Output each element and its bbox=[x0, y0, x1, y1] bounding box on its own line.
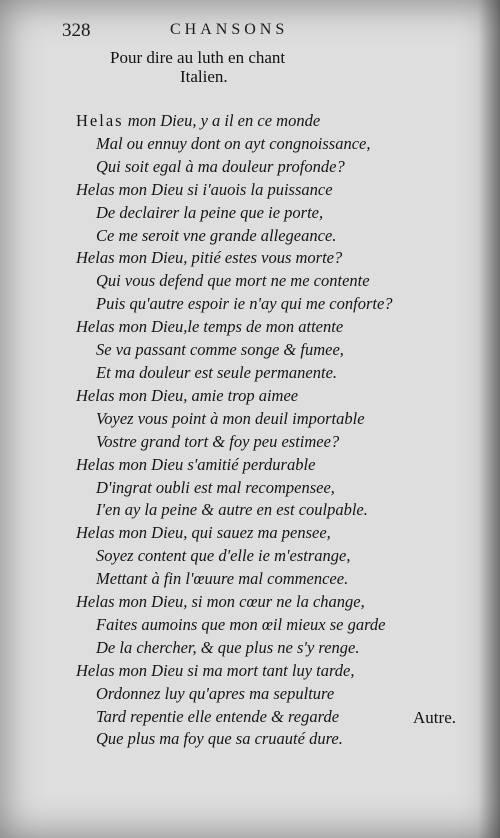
running-title: CHANSONS bbox=[170, 21, 289, 38]
poem-line: Se va passant comme songe & fumee, bbox=[96, 340, 344, 360]
poem-line: Tard repentie elle entende & regarde bbox=[96, 706, 340, 726]
poem-line: Helas mon Dieu, si mon cœur ne la change, bbox=[76, 592, 365, 612]
poem-first-line-rest: mon Dieu, y a il en ce monde bbox=[127, 111, 321, 130]
poem-line: Helas mon Dieu, qui sauez ma pensee, bbox=[76, 523, 331, 543]
page-header bbox=[62, 20, 462, 42]
poem-line: Mal ou ennuy dont on ayt congnoissance, bbox=[96, 133, 371, 153]
poem-line: Helas mon Dieu,le temps de mon attente bbox=[76, 317, 344, 337]
poem-first-word: Helas bbox=[76, 111, 124, 130]
poem-line: Que plus ma foy que sa cruauté dure. bbox=[96, 729, 343, 749]
poem-line: De declairer la peine que ie porte, bbox=[96, 202, 324, 222]
page-number: 328 bbox=[62, 20, 91, 41]
poem-title-line-2: Italien. bbox=[180, 67, 228, 86]
poem-line: Soyez content que d'elle ie m'estrange, bbox=[96, 546, 351, 566]
poem-line: Helas mon Dieu, amie trop aimee bbox=[76, 385, 299, 405]
poem-line: I'en ay la peine & autre en est coulpable. bbox=[96, 500, 368, 520]
poem-line: Helas mon Dieu si i'auois la puissance bbox=[76, 179, 333, 199]
poem-line: De la chercher, & que plus ne s'y renge. bbox=[96, 637, 360, 657]
poem-title bbox=[110, 48, 410, 86]
poem-line: Qui vous defend que mort ne me contente bbox=[96, 271, 370, 291]
poem-line: Mettant à fin l'œuure mal commencee. bbox=[96, 569, 349, 589]
poem-title-line-1: Pour dire au luth en chant bbox=[110, 48, 286, 67]
poem-line: Puis qu'autre espoir ie n'ay qui me conforte? bbox=[96, 294, 393, 314]
poem-line: D'ingrat oubli est mal recompensee, bbox=[96, 477, 335, 497]
poem-line: Voyez vous point à mon deuil importable bbox=[96, 408, 365, 428]
poem-line: Ce me seroit vne grande allegeance. bbox=[96, 225, 337, 245]
catchword: Autre. bbox=[413, 708, 456, 727]
poem-line bbox=[76, 110, 496, 133]
poem-line: Helas mon Dieu s'amitié perdurable bbox=[76, 454, 316, 474]
poem-line: Qui soit egal à ma douleur profonde? bbox=[96, 156, 345, 176]
poem-line: Faites aumoins que mon œil mieux se garde bbox=[96, 614, 386, 634]
poem-line: Helas mon Dieu si ma mort tant luy tarde, bbox=[76, 660, 355, 680]
poem-line: Ordonnez luy qu'apres ma sepulture bbox=[96, 683, 335, 703]
poem-line: Vostre grand tort & foy peu estimee? bbox=[96, 431, 340, 451]
poem-line: Et ma douleur est seule permanente. bbox=[96, 362, 338, 382]
poem-line: Helas mon Dieu, pitié estes vous morte? bbox=[76, 248, 343, 268]
poem-body bbox=[76, 110, 496, 751]
